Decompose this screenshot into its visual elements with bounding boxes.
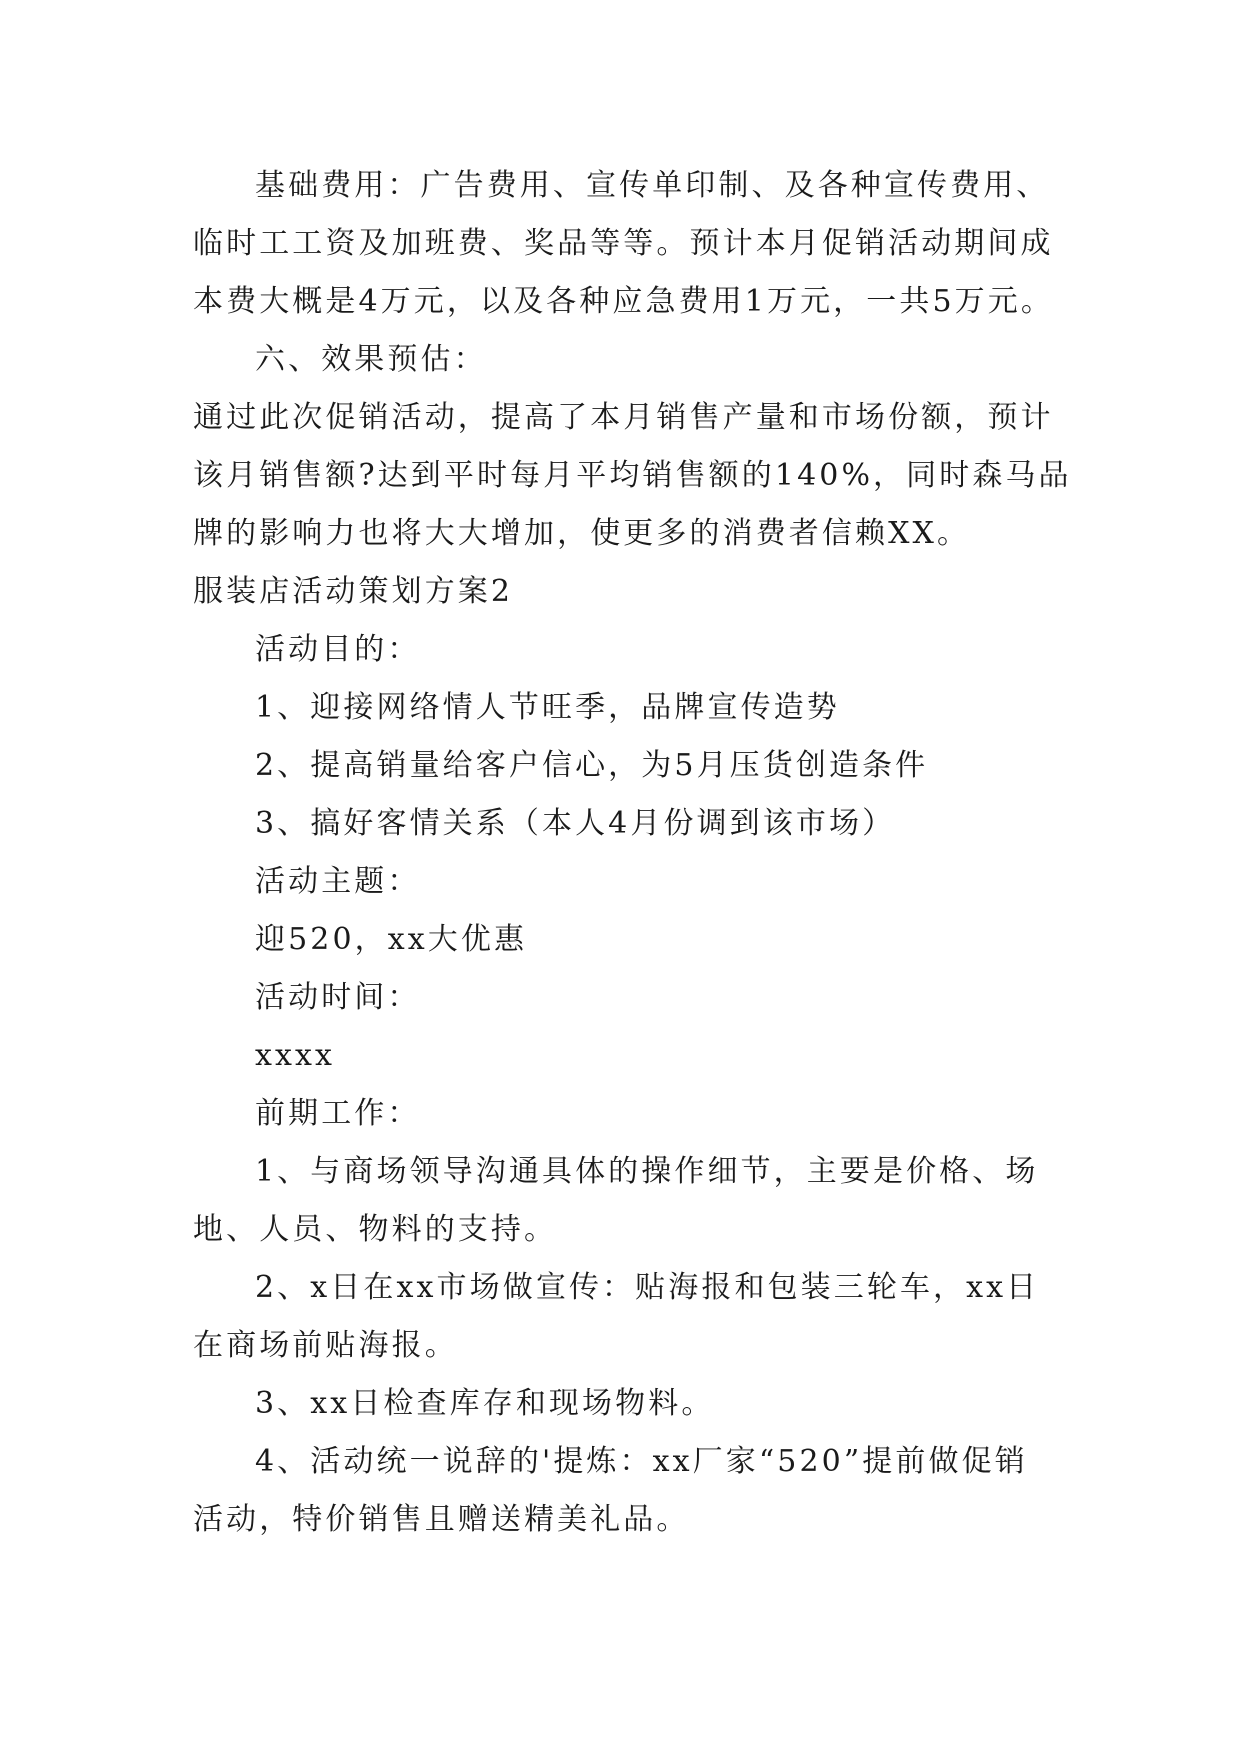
list-item: 3、搞好客情关系（本人4月份调到该市场）	[255, 806, 896, 841]
paragraph-line: 基础费用：广告费用、宣传单印制、及各种宣传费用、	[255, 168, 1050, 203]
list-item-continued: 地、人员、物料的支持。	[193, 1212, 558, 1247]
document-title: 服装店活动策划方案2	[193, 574, 514, 609]
document-body	[193, 157, 1072, 1549]
paragraph-line: 牌的影响力也将大大增加，使更多的消费者信赖XX。	[193, 516, 971, 551]
paragraph-line: 临时工工资及加班费、奖品等等。预计本月促销活动期间成	[193, 226, 1054, 261]
list-item-continued: 在商场前贴海报。	[193, 1328, 458, 1363]
list-item: 2、提高销量给客户信心，为5月压货创造条件	[255, 748, 929, 783]
list-item: 1、与商场领导沟通具体的操作细节，主要是价格、场	[255, 1154, 1039, 1189]
section-heading: 六、效果预估：	[255, 342, 487, 377]
list-item-continued: 活动，特价销售且赠送精美礼品。	[193, 1502, 690, 1537]
paragraph-line: xxxx	[255, 1038, 336, 1073]
list-item: 4、活动统一说辞的'提炼：xx厂家“520”提前做促销	[255, 1444, 1028, 1479]
list-item: 3、xx日检查库存和现场物料。	[255, 1386, 715, 1421]
section-heading: 前期工作：	[255, 1096, 421, 1131]
paragraph-line: 本费大概是4万元，以及各种应急费用1万元，一共5万元。	[193, 284, 1054, 319]
section-heading: 活动目的：	[255, 632, 421, 667]
list-item: 1、迎接网络情人节旺季，品牌宣传造势	[255, 690, 840, 725]
list-item: 2、x日在xx市场做宣传：贴海报和包装三轮车，xx日	[255, 1270, 1040, 1305]
paragraph-line: 通过此次促销活动，提高了本月销售产量和市场份额，预计	[193, 400, 1054, 435]
section-heading: 活动时间：	[255, 980, 421, 1015]
paragraph-line: 该月销售额?达到平时每月平均销售额的140%，同时森马品	[193, 458, 1072, 493]
section-heading: 活动主题：	[255, 864, 421, 899]
paragraph-line: 迎520，xx大优惠	[255, 922, 528, 957]
